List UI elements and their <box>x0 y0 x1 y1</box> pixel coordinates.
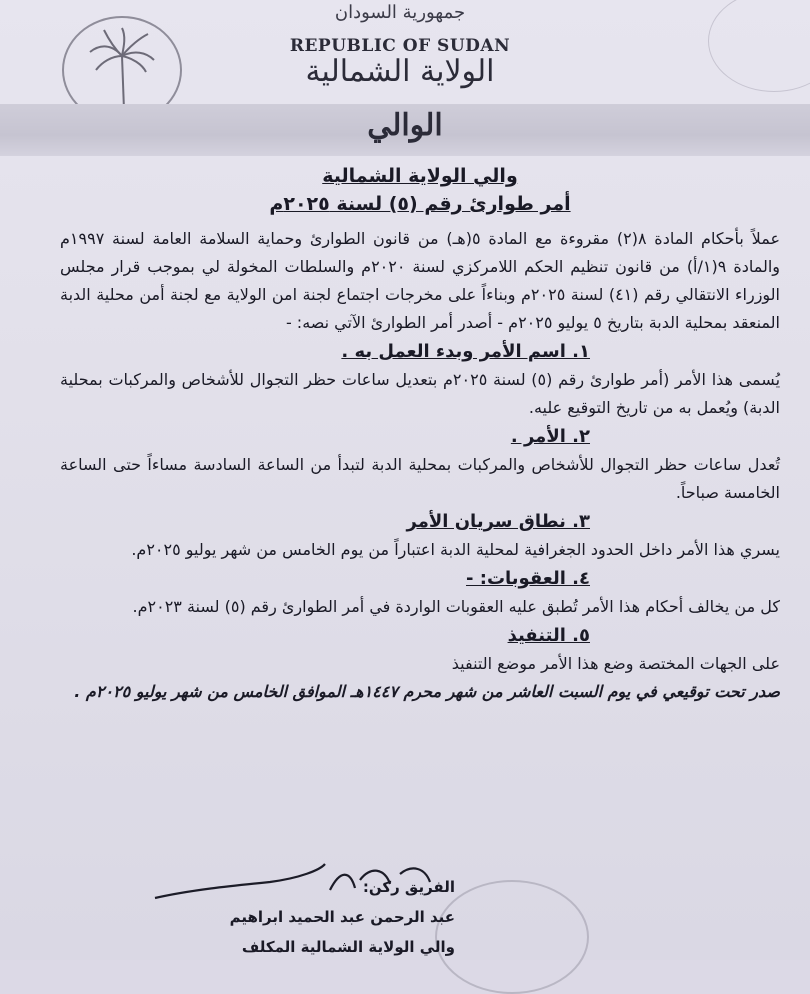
order-title: أمر طوارئ رقم (٥) لسنة ٢٠٢٥م <box>269 193 571 215</box>
section-heading: ٤. العقوبات: - <box>466 568 590 589</box>
section-body: يُسمى هذا الأمر (أمر طوارئ رقم (٥) لسنة ٢٠٢٥م بتعديل ساعات حظر التجوال للأشخاص والمركبات بمحلية الدبة) ويُعمل به من تاريخ التوقيع عليه. <box>60 370 781 417</box>
document-body <box>60 165 780 706</box>
issuer-heading: والي الولاية الشمالية <box>322 165 518 187</box>
section-heading: ٣. نطاق سريان الأمر <box>406 511 590 532</box>
closing-statement: صدر تحت توقيعي في يوم السبت العاشر من شهر محرم ١٤٤٧هـ الموافق الخامس من شهر يوليو ٢٠٢٥م . <box>74 682 780 701</box>
state-name: الولاية الشمالية <box>305 54 495 89</box>
section-body: على الجهات المختصة وضع هذا الأمر موضع التنفيذ <box>451 654 780 673</box>
palm-tree-icon <box>82 26 162 114</box>
signature-block <box>175 872 455 962</box>
republic-english: REPUBLIC OF SUDAN <box>289 36 511 56</box>
signer-name: عبد الرحمن عبد الحميد ابراهيم <box>229 908 455 926</box>
section-heading: ٢. الأمر . <box>510 426 590 447</box>
republic-arabic: جمهورية السودان <box>334 2 466 23</box>
office-title: الوالي <box>367 108 443 143</box>
section-body: يسري هذا الأمر داخل الحدود الجغرافية لمحلية الدبة اعتباراً من يوم الخامس من شهر يوليو ٢٠٢٥م. <box>131 540 780 559</box>
signer-rank: الفريق ركن: <box>362 878 455 896</box>
section-body: كل من يخالف أحكام هذا الأمر تُطبق عليه العقوبات الواردة في أمر الطوارئ رقم (٥) لسنة ٢٠٢٣م. <box>132 597 780 616</box>
section-body: تُعدل ساعات حظر التجوال للأشخاص والمركبات بمحلية الدبة لتبدأ من الساعة السادسة مساءاً حتى الساعة الخامسة صباحاً. <box>60 455 780 502</box>
signer-title: والي الولاية الشمالية المكلف <box>241 938 455 956</box>
official-stamp <box>435 880 589 994</box>
preamble: عملاً بأحكام المادة ٨(٢) مقروءة مع المادة ٥(هـ) من قانون الطوارئ وحماية السلامة العامة لسنة ١٩٩٧م والمادة ٩(١/أ) من قانون تنظيم الحكم اللامركزي لسنة ٢٠٢٠م والسلطات المخولة لي بموجب قرار مجلس الوزراء الانتقالي رقم (٤١) لسنة ٢٠٢٥م وبناءاً على مخرجات اجتماع لجنة امن الولاية مع لجنة أمن محلية الدبة المنعقد بمحلية الدبة بتاريخ ٥ يوليو ٢٠٢٥م - أصدر أمر الطوارئ الآتي نصه: - <box>60 229 781 332</box>
section-heading: ١. اسم الأمر وبدء العمل به . <box>341 341 590 362</box>
section-heading: ٥. التنفيذ <box>507 625 590 646</box>
